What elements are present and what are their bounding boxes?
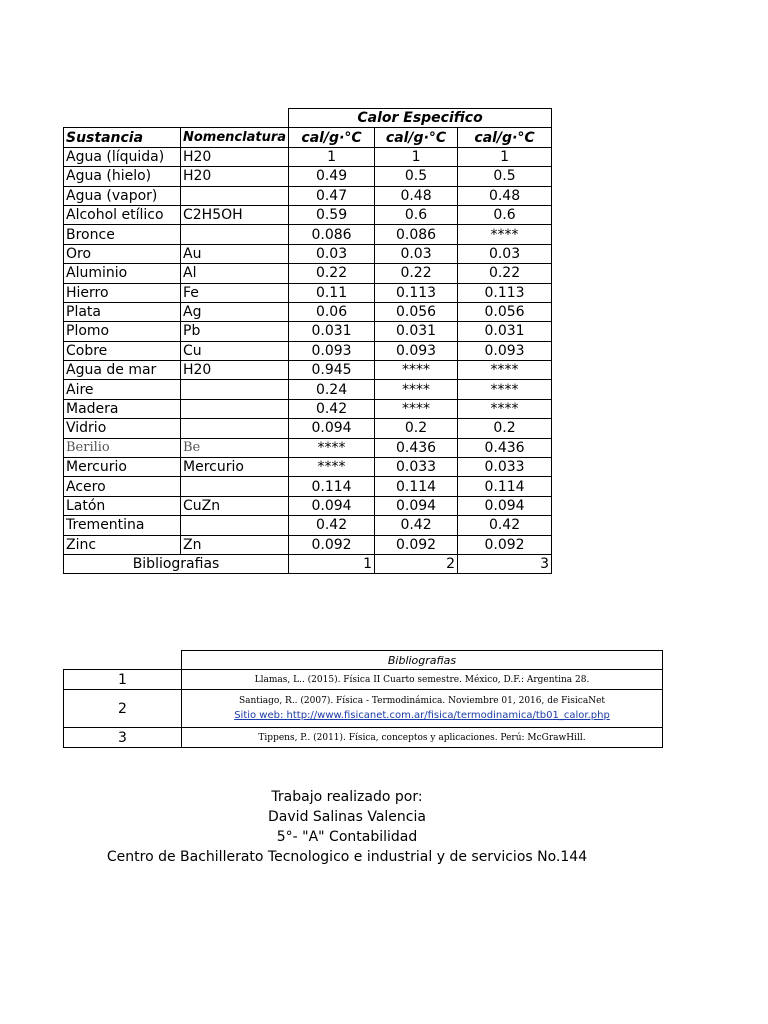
substance-cell: Latón: [64, 496, 181, 515]
credits-line: Trabajo realizado por:: [271, 789, 423, 805]
substance-cell: Aluminio: [64, 264, 181, 283]
value-cell: 0.093: [375, 341, 458, 360]
value-cell: 0.06: [289, 302, 375, 321]
substance-cell: Berilio: [64, 438, 181, 457]
value-cell: ****: [289, 458, 375, 477]
nomenclature-cell: [181, 477, 289, 496]
value-cell: 1: [458, 147, 552, 166]
specific-heat-table: [63, 108, 552, 574]
value-cell: 0.6: [458, 205, 552, 224]
substance-cell: Agua (líquida): [64, 147, 181, 166]
bibliography-ref-num: 2: [375, 554, 458, 573]
value-cell: 0.48: [458, 186, 552, 205]
unit-header: cal/g·°C: [375, 128, 458, 147]
table-row: [64, 535, 552, 554]
table-row: [64, 380, 552, 399]
substance-cell: Alcohol etílico: [64, 205, 181, 224]
value-cell: 0.42: [289, 516, 375, 535]
nomenclature-cell: H20: [181, 147, 289, 166]
nomenclature-cell: [181, 399, 289, 418]
unit-header: cal/g·°C: [289, 128, 375, 147]
value-cell: 0.092: [458, 535, 552, 554]
value-cell: 0.031: [375, 322, 458, 341]
value-cell: 0.031: [289, 322, 375, 341]
bibliography-ref-num: 1: [289, 554, 375, 573]
value-cell: ****: [375, 380, 458, 399]
reference-text: Tippens, P.. (2011). Física, conceptos y aplicaciones. Perú: McGrawHill.: [258, 732, 586, 743]
substance-cell: Agua (vapor): [64, 186, 181, 205]
value-cell: 0.114: [458, 477, 552, 496]
nomenclature-cell: Zn: [181, 535, 289, 554]
value-cell: 0.22: [375, 264, 458, 283]
nomenclature-cell: Fe: [181, 283, 289, 302]
table-row: [64, 302, 552, 321]
substance-cell: Agua de mar: [64, 361, 181, 380]
table-row: [64, 458, 552, 477]
value-cell: 0.42: [375, 516, 458, 535]
unit-header: cal/g·°C: [458, 128, 552, 147]
value-cell: ****: [289, 438, 375, 457]
table-row: [64, 264, 552, 283]
value-cell: 0.48: [375, 186, 458, 205]
value-cell: 0.092: [375, 535, 458, 554]
value-cell: ****: [458, 380, 552, 399]
value-cell: ****: [375, 399, 458, 418]
bibliography-text: [182, 728, 663, 748]
table-row: [64, 361, 552, 380]
value-cell: 0.03: [458, 244, 552, 263]
table-row: [64, 341, 552, 360]
bibliography-title: Bibliografias: [182, 651, 663, 670]
value-cell: 1: [375, 147, 458, 166]
value-cell: 0.6: [375, 205, 458, 224]
nomenclature-cell: Cu: [181, 341, 289, 360]
group-header: Calor Especifico: [289, 109, 552, 128]
value-cell: 0.59: [289, 205, 375, 224]
table-row: [64, 205, 552, 224]
author-name: David Salinas Valencia: [268, 809, 426, 825]
substance-cell: Plomo: [64, 322, 181, 341]
substance-cell: Vidrio: [64, 419, 181, 438]
substance-cell: Aire: [64, 380, 181, 399]
table-row: [64, 225, 552, 244]
value-cell: 0.03: [289, 244, 375, 263]
table-row: [64, 496, 552, 515]
credits: [0, 787, 694, 867]
nomenclature-cell: C2H5OH: [181, 205, 289, 224]
bibliography-num: 2: [64, 690, 182, 728]
bibliography-text: [182, 690, 663, 728]
substance-cell: Plata: [64, 302, 181, 321]
bibliography-table: [63, 650, 663, 748]
bibliography-num: 1: [64, 670, 182, 690]
value-cell: 0.094: [375, 496, 458, 515]
value-cell: 0.42: [458, 516, 552, 535]
table-row: [64, 283, 552, 302]
bibliography-entry: [64, 690, 663, 728]
value-cell: 0.114: [375, 477, 458, 496]
value-cell: 0.03: [375, 244, 458, 263]
table-row: [64, 477, 552, 496]
value-cell: 0.056: [458, 302, 552, 321]
value-cell: 0.5: [375, 167, 458, 186]
nomenclature-cell: Be: [181, 438, 289, 457]
value-cell: 0.11: [289, 283, 375, 302]
value-cell: 0.24: [289, 380, 375, 399]
table-row: [64, 244, 552, 263]
bibliography-ref-row: [64, 554, 552, 573]
value-cell: 0.086: [289, 225, 375, 244]
nomenclature-cell: [181, 186, 289, 205]
reference-text: Llamas, L.. (2015). Física II Cuarto semestre. México, D.F.: Argentina 28.: [254, 674, 590, 685]
group-label: 5°- "A" Contabilidad: [276, 829, 418, 845]
reference-text: Santiago, R.. (2007). Física - Termodinámica. Noviembre 01, 2016, de FisicaNet: [238, 696, 606, 706]
bibliography-entry: [64, 670, 663, 690]
nomenclature-cell: CuZn: [181, 496, 289, 515]
col-nomenclature-header: Nomenclatura: [181, 128, 289, 147]
nomenclature-cell: [181, 419, 289, 438]
value-cell: 0.42: [289, 399, 375, 418]
value-cell: 0.47: [289, 186, 375, 205]
bibliography-ref-label: Bibliografias: [64, 554, 289, 573]
school-name: Centro de Bachillerato Tecnologico e industrial y de servicios No.144: [106, 849, 588, 865]
value-cell: 0.094: [289, 419, 375, 438]
value-cell: 0.093: [458, 341, 552, 360]
value-cell: 0.093: [289, 341, 375, 360]
substance-cell: Oro: [64, 244, 181, 263]
nomenclature-cell: Pb: [181, 322, 289, 341]
table-row: [64, 167, 552, 186]
bibliography-text: [182, 670, 663, 690]
value-cell: 0.094: [458, 496, 552, 515]
value-cell: ****: [458, 399, 552, 418]
value-cell: 0.031: [458, 322, 552, 341]
substance-cell: Acero: [64, 477, 181, 496]
bibliography-num: 3: [64, 728, 182, 748]
group-header-row: [64, 109, 552, 128]
substance-cell: Bronce: [64, 225, 181, 244]
value-cell: 0.436: [375, 438, 458, 457]
table-row: [64, 419, 552, 438]
nomenclature-cell: Mercurio: [181, 458, 289, 477]
nomenclature-cell: Au: [181, 244, 289, 263]
bibliography-header-row: [64, 651, 663, 670]
value-cell: 0.2: [375, 419, 458, 438]
value-cell: 0.2: [458, 419, 552, 438]
nomenclature-cell: [181, 380, 289, 399]
substance-cell: Trementina: [64, 516, 181, 535]
value-cell: ****: [458, 225, 552, 244]
value-cell: 0.033: [375, 458, 458, 477]
value-cell: 0.086: [375, 225, 458, 244]
value-cell: 0.094: [289, 496, 375, 515]
substance-cell: Agua (hielo): [64, 167, 181, 186]
value-cell: ****: [458, 361, 552, 380]
value-cell: 1: [289, 147, 375, 166]
value-cell: 0.22: [289, 264, 375, 283]
value-cell: 0.436: [458, 438, 552, 457]
substance-cell: Zinc: [64, 535, 181, 554]
substance-cell: Hierro: [64, 283, 181, 302]
nomenclature-cell: Ag: [181, 302, 289, 321]
value-cell: 0.945: [289, 361, 375, 380]
value-cell: 0.22: [458, 264, 552, 283]
source-link[interactable]: Sitio web: http://www.fisicanet.com.ar/fisica/termodinamica/tb01_calor.php: [234, 710, 610, 721]
nomenclature-cell: [181, 225, 289, 244]
value-cell: 0.092: [289, 535, 375, 554]
value-cell: 0.49: [289, 167, 375, 186]
table-row: [64, 322, 552, 341]
value-cell: ****: [375, 361, 458, 380]
substance-cell: Cobre: [64, 341, 181, 360]
value-cell: 0.056: [375, 302, 458, 321]
table-row: [64, 147, 552, 166]
value-cell: 0.113: [375, 283, 458, 302]
value-cell: 0.113: [458, 283, 552, 302]
nomenclature-cell: [181, 516, 289, 535]
value-cell: 0.5: [458, 167, 552, 186]
column-header-row: [64, 128, 552, 147]
value-cell: 0.033: [458, 458, 552, 477]
nomenclature-cell: H20: [181, 167, 289, 186]
nomenclature-cell: H20: [181, 361, 289, 380]
table-row: [64, 438, 552, 457]
table-row: [64, 186, 552, 205]
nomenclature-cell: Al: [181, 264, 289, 283]
col-substance-header: Sustancia: [64, 128, 181, 147]
value-cell: 0.114: [289, 477, 375, 496]
substance-cell: Madera: [64, 399, 181, 418]
table-row: [64, 399, 552, 418]
table-row: [64, 516, 552, 535]
bibliography-entry: [64, 728, 663, 748]
substance-cell: Mercurio: [64, 458, 181, 477]
bibliography-ref-num: 3: [458, 554, 552, 573]
